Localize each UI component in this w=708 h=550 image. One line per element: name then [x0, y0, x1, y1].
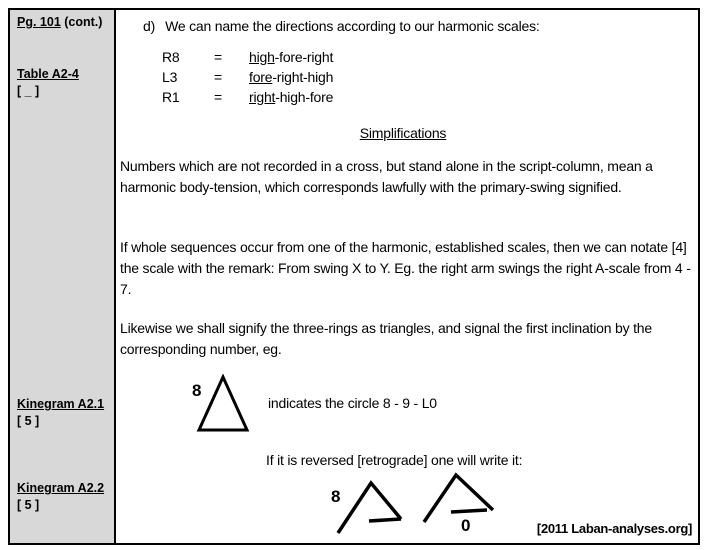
scale-definition [249, 89, 333, 105]
sidebar-item-kinegram-a2-1 [17, 396, 112, 430]
page-label-suffix: (cont.) [60, 15, 103, 29]
reversed-note: If it is reversed [retrograde] one will write it: [266, 452, 523, 468]
retrograde-triangle-icon [331, 474, 407, 536]
kinegram-number: 8 [192, 381, 202, 400]
kinegram-number: 8 [331, 487, 341, 506]
scale-label: L3 [162, 69, 178, 85]
kinegram-a2-1-symbol [192, 372, 252, 434]
scale-definition-tail: -high-fore [275, 89, 334, 105]
scale-definition-row [162, 87, 333, 108]
retrograde-triangle-icon [421, 465, 497, 527]
scale-definition-tail: -right-high [272, 69, 334, 85]
list-item-d-text: We can name the directions according to our harmonic scales: [165, 18, 540, 34]
kinegram-number: 0 [461, 516, 471, 535]
paragraph: If whole sequences occur from one of the harmonic, established scales, then we can notate [4] the scale with the remark: From swing X to Y. Eg. the right arm swings the right A-scale from 4 - 7. [120, 239, 691, 297]
triangle-icon [196, 374, 250, 434]
scale-definition-row [162, 67, 333, 88]
scale-definition [249, 69, 333, 85]
equals-sign: = [214, 89, 222, 105]
document-page [8, 8, 700, 545]
scale-label: R8 [162, 49, 180, 65]
scale-definition-head: fore [249, 69, 273, 85]
scale-definition-head: right [249, 89, 276, 105]
kinegram-a2-2-label: Kinegram A2.2 [17, 481, 105, 495]
equals-sign: = [214, 69, 222, 85]
section-heading: Simplifications [359, 125, 447, 141]
scale-definition-row [162, 47, 333, 68]
equals-sign: = [214, 49, 222, 65]
paragraph: Likewise we shall signify the three-rings as triangles, and signal the first inclination by the corresponding number, eg. [120, 320, 652, 357]
sidebar-item-page [17, 14, 112, 31]
kinegram-a2-2-symbol-8 [331, 470, 409, 538]
kinegram-caption: indicates the circle 8 - 9 - L0 [268, 395, 437, 411]
scale-label: R1 [162, 89, 180, 105]
kinegram-a2-1-label: Kinegram A2.1 [17, 397, 105, 411]
credit-line: [2011 Laban-analyses.org] [536, 521, 692, 536]
sidebar [10, 10, 116, 543]
list-item-d [143, 16, 540, 37]
paragraph: Numbers which are not recorded in a cross, but stand alone in the script-column, mean a harmonic body-tension, which corresponds lawfully with the primary-swing signified. [120, 158, 653, 195]
scale-definition-head: high [249, 49, 275, 65]
sidebar-item-table-a2-4 [17, 66, 112, 100]
table-a2-4-label: Table A2-4 [17, 67, 79, 81]
kinegram-a2-1-note: [ 5 ] [17, 414, 40, 428]
main-content [116, 10, 698, 543]
table-a2-4-note: [ _ ] [17, 84, 40, 98]
kinegram-a2-2-symbol-0 [421, 465, 501, 543]
sidebar-item-kinegram-a2-2 [17, 480, 112, 514]
kinegram-a2-2-note: [ 5 ] [17, 498, 40, 512]
scale-definition [249, 49, 333, 65]
list-marker: d) [143, 18, 156, 34]
page-label: Pg. 101 [17, 15, 61, 29]
scale-definition-tail: -fore-right [274, 49, 334, 65]
